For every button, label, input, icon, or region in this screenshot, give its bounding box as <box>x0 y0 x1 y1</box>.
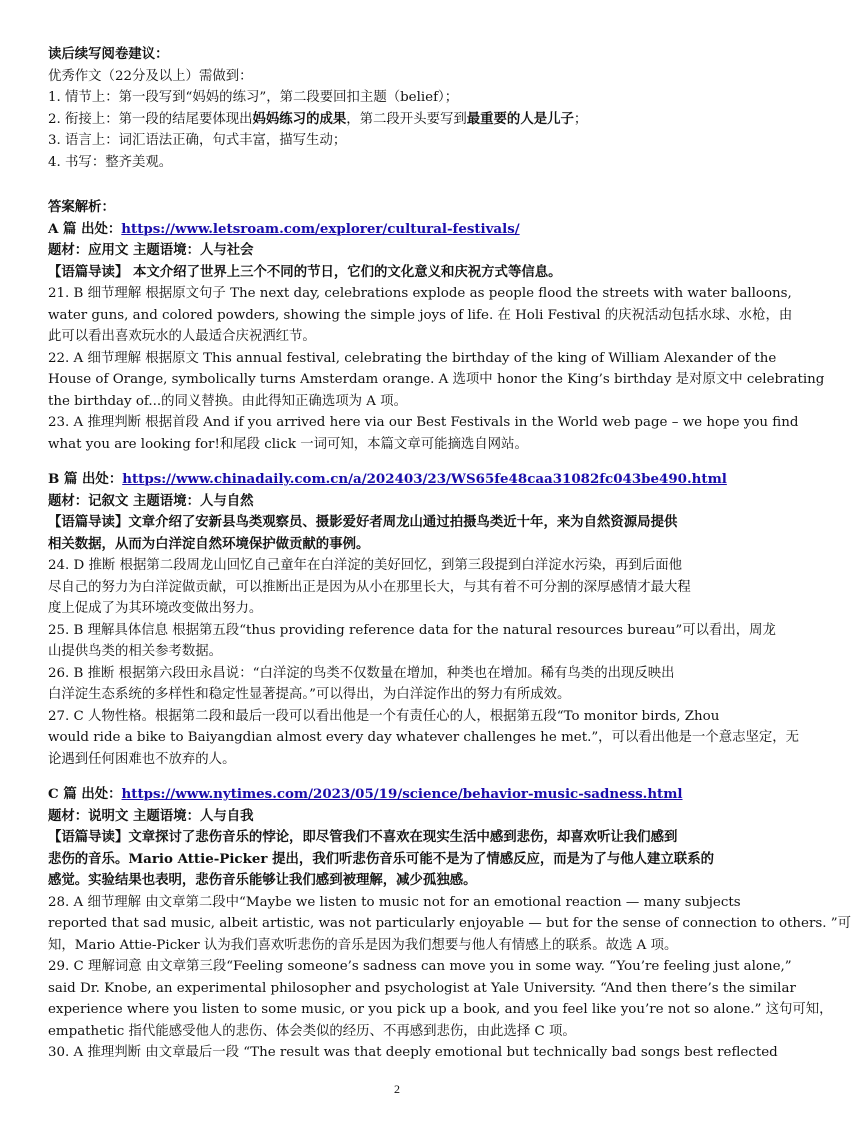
section-label: C 篇 出处： <box>48 786 122 802</box>
page-number: 2 <box>394 1082 400 1096</box>
advice-item <box>48 109 748 131</box>
passage-guide-line: 【语篇导读】文章探讨了悲伤音乐的悖论，即尽管我们不喜欢在现实生活中感到悲伤，却喜欢听让我们感到 <box>48 829 678 845</box>
passage-guide-line: 悲伤的音乐。Mario Attie-Picker 提出，我们听悲伤音乐可能不是为了情感反应，而是为了与他人建立联系的 <box>48 850 714 867</box>
section-meta: 题材：记叙文 主题语境：人与自然 <box>48 492 254 509</box>
answer-line: reported that sad music, albeit artistic, was not particularly enjoyable — but for the sense of connection to others. ”可 <box>48 916 851 931</box>
answer-line: 29. C 理解词意 由文章第三段“Feeling someone’s sadness can move you in some way. “You’re feeling just alone,” <box>48 959 792 974</box>
source-link[interactable]: https://www.letsroam.com/explorer/cultural-festivals/ <box>121 220 520 237</box>
advice-text: ； <box>573 111 588 127</box>
passage-guide-line: 相关数据，从而为白洋淀自然环境保护做贡献的事例。 <box>48 535 370 552</box>
advice-item <box>48 87 748 109</box>
advice-block <box>48 44 748 173</box>
advice-emphasis: 最重要的人是儿子 <box>466 110 574 127</box>
advice-text: 1. 情节上：第一段写到“妈妈的练习”，第二段要回扣主题（belief）； <box>48 90 459 105</box>
section-heading <box>48 219 748 241</box>
answer-line: 22. A 细节理解 根据原文 This annual festival, celebrating the birthday of the king of William Alexander of the <box>48 350 777 366</box>
answer-line: the birthday of...的同义替换。由此得知正确选项为 A 项。 <box>48 393 407 409</box>
answer-line: 论遇到任何困难也不放弃的人。 <box>48 751 236 767</box>
answer-line: 25. B 理解具体信息 根据第五段“thus providing reference data for the natural resources bureau”可以看出，周龙 <box>48 622 776 638</box>
answer-line: empathetic 指代能感受他人的悲伤、体会类似的经历、不再感到悲伤，由此选择 C 项。 <box>48 1023 576 1039</box>
document-page <box>48 44 851 1064</box>
answer-line: 此可以看出喜欢玩水的人最适合庆祝洒红节。 <box>48 329 316 344</box>
source-link[interactable]: https://www.nytimes.com/2023/05/19/science/behavior-music-sadness.html <box>121 786 683 802</box>
answer-line: House of Orange, symbolically turns Amsterdam orange. A 选项中 honor the King’s birthday 是对原文中 celebrating <box>48 372 825 387</box>
answer-line: 尽自己的努力为白洋淀做贡献，可以推断出正是因为从小在那里长大，与其有着不可分割的深厚感情才最大程 <box>48 579 691 595</box>
passage-guide-line: 感觉。实验结果也表明，悲伤音乐能够让我们感到被理解，减少孤独感。 <box>48 872 477 888</box>
section-meta: 题材：说明文 主题语境：人与自我 <box>48 807 254 824</box>
answer-line: 27. C 人物性格。根据第二段和最后一段可以看出他是一个有责任心的人，根据第五段“To monitor birds, Zhou <box>48 708 720 724</box>
passage-section <box>48 469 800 770</box>
advice-emphasis: 妈妈练习的成果 <box>252 110 347 127</box>
answer-line: 26. B 推断 根据第六段田永昌说：“白洋淀的鸟类不仅数量在增加，种类也在增加。稀有鸟类的出现反映出 <box>48 665 675 681</box>
passage-section <box>48 219 825 456</box>
advice-item <box>48 152 748 174</box>
answer-line: 知，Mario Attie-Picker 认为我们喜欢听悲伤的音乐是因为我们想要与他人有情感上的联系。故选 A 项。 <box>48 937 678 953</box>
answer-line: water guns, and colored powders, showing the simple joys of life. 在 Holi Festival 的庆祝活动包括水球、水枪，由 <box>48 307 793 323</box>
section-heading <box>48 784 748 806</box>
advice-text: 3. 语言上：词汇语法正确，句式丰富，描写生动； <box>48 133 347 148</box>
answer-line: 白洋淀生态系统的多样性和稳定性显著提高。”可以得出，为白洋淀作出的努力有所成效。 <box>48 687 571 702</box>
answer-line: 山提供鸟类的相关参考数据。 <box>48 644 223 659</box>
answer-line: 28. A 细节理解 由文章第二段中“Maybe we listen to music not for an emotional reaction — many subjects <box>48 894 741 910</box>
answer-line: 23. A 推理判断 根据首段 And if you arrived here via our Best Festivals in the World web page – we hope you find <box>48 415 799 430</box>
advice-intro: 优秀作文（22分及以上）需做到： <box>48 68 253 84</box>
answer-line: experience where you listen to some music, or you pick up a book, and you feel like you’re not so alone.” 这句可知， <box>48 1002 833 1017</box>
advice-list <box>48 87 748 173</box>
answer-line: said Dr. Knobe, an experimental philosopher and psychologist at Yale University. “And then there’s the similar <box>48 980 796 996</box>
advice-text: 2. 衔接上：第一段的结尾要体现出 <box>48 111 253 127</box>
section-heading <box>48 469 748 491</box>
advice-title: 读后续写阅卷建议： <box>48 46 169 62</box>
answer-line: what you are looking for!和尾段 click 一词可知，本篇文章可能摘选自网站。 <box>48 436 528 452</box>
answer-sections <box>48 219 851 1064</box>
advice-text: ，第二段开头要写到 <box>346 111 467 127</box>
section-meta: 题材：应用文 主题语境：人与社会 <box>48 242 254 258</box>
passage-guide-line: 【语篇导读】 本文介绍了世界上三个不同的节日，它们的文化意义和庆祝方式等信息。 <box>48 263 562 280</box>
section-label: B 篇 出处： <box>48 471 123 487</box>
passage-guide-line: 【语篇导读】文章介绍了安新县鸟类观察员、摄影爱好者周龙山通过拍摄鸟类近十年，来为自然资源局提供 <box>48 514 678 530</box>
advice-text: 4. 书写：整齐美观。 <box>48 154 173 170</box>
passage-section <box>48 784 851 1064</box>
source-link[interactable]: https://www.chinadaily.com.cn/a/202403/23/WS65fe48caa31082fc043be490.html <box>122 471 727 487</box>
section-label: A 篇 出处： <box>48 220 122 237</box>
answer-line: 度上促成了为其环境改变做出努力。 <box>48 601 263 616</box>
advice-item <box>48 130 748 152</box>
answer-line: would ride a bike to Baiyangdian almost every day whatever challenges he met.”，可以看出他是一个意志坚定，无 <box>48 730 800 745</box>
answer-line: 21. B 细节理解 根据原文句子 The next day, celebrations explode as people flood the streets with water balloons, <box>48 286 792 301</box>
answers-title: 答案解析： <box>48 199 115 215</box>
answer-line: 24. D 推断 根据第二段周龙山回忆自己童年在白洋淀的美好回忆，到第三段提到白洋淀水污染，再到后面他 <box>48 558 682 573</box>
answer-line: 30. A 推理判断 由文章最后一段 “The result was that deeply emotional but technically bad songs best reflected <box>48 1045 778 1060</box>
